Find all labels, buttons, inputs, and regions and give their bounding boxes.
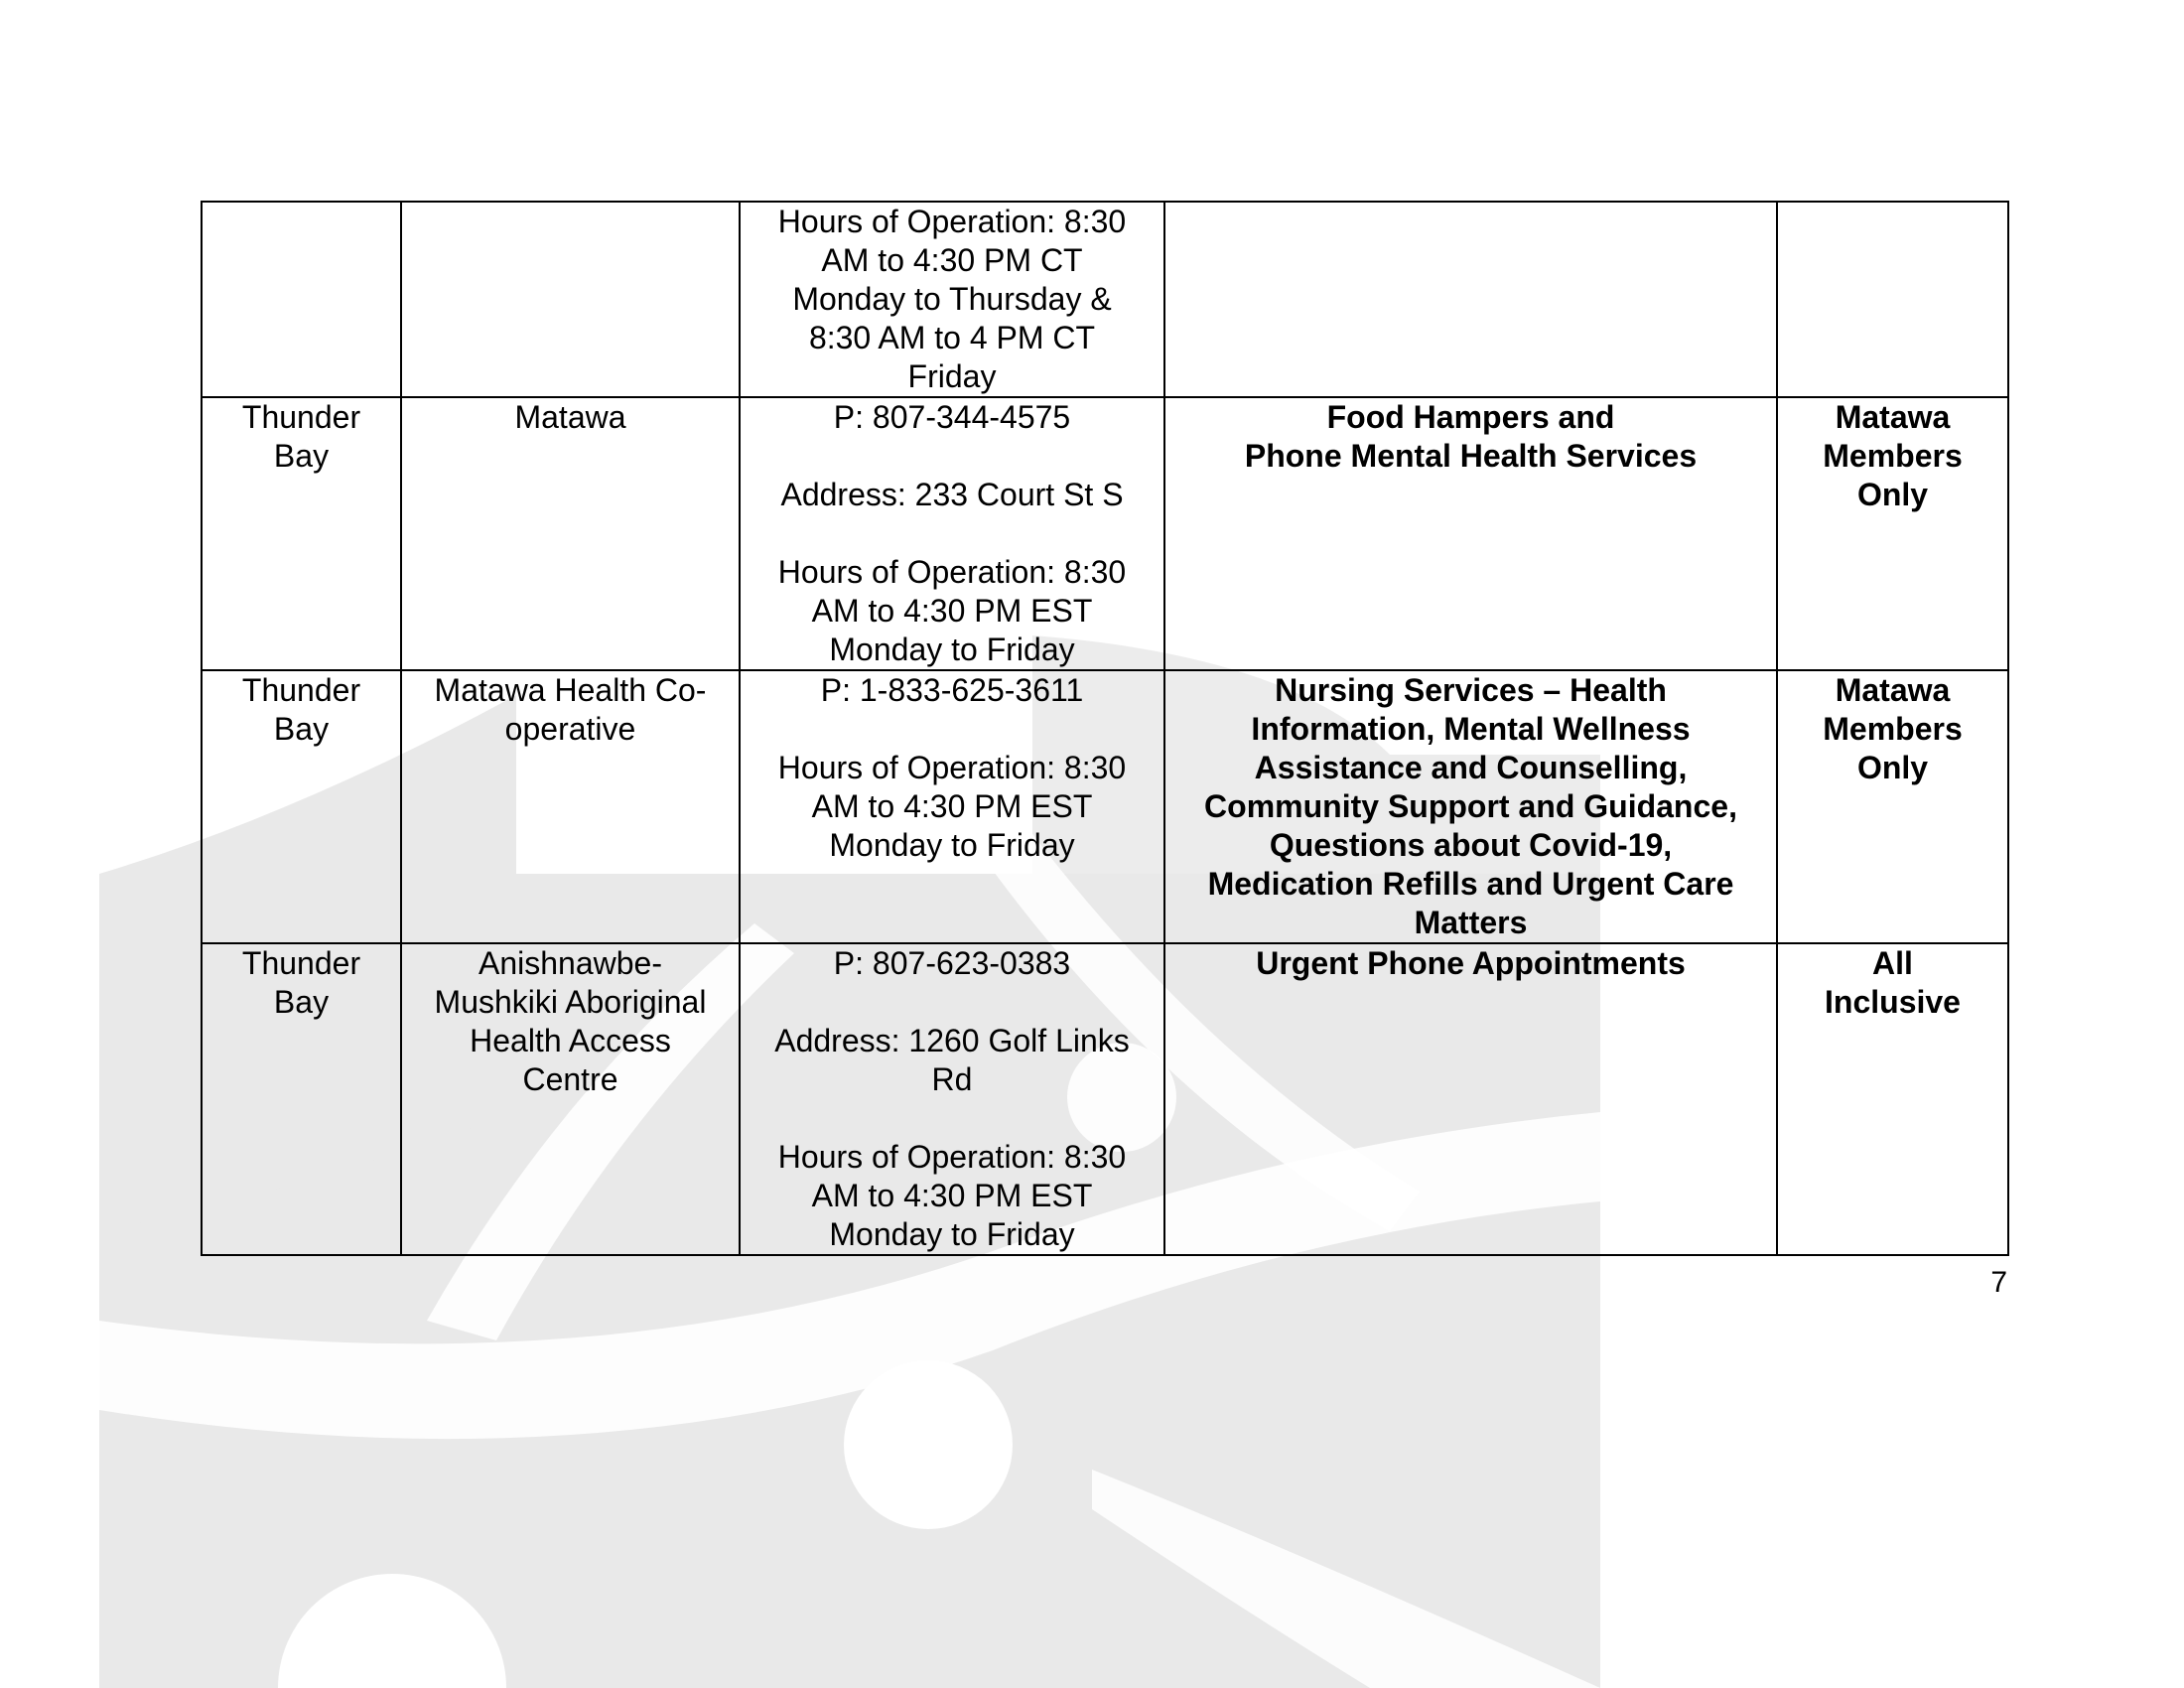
city-cell: Thunder Bay bbox=[202, 670, 401, 943]
services-cell: Nursing Services – Health Information, Mental Wellness Assistance and Counselling, Community Support and Guidance, Questions about Covid-19, Medication Refills and Urgent Care Matters bbox=[1164, 670, 1777, 943]
organization-cell bbox=[401, 202, 740, 397]
city-cell bbox=[202, 202, 401, 397]
services-cell: Urgent Phone Appointments bbox=[1164, 943, 1777, 1255]
table-row bbox=[202, 202, 2008, 397]
eligibility-cell: Matawa Members Only bbox=[1777, 670, 2008, 943]
organization-cell: Matawa Health Co- operative bbox=[401, 670, 740, 943]
contact-cell: P: 807-344-4575 Address: 233 Court St S Hours of Operation: 8:30 AM to 4:30 PM EST Monday to Friday bbox=[740, 397, 1164, 670]
resource-table bbox=[201, 201, 2009, 1256]
organization-cell: Anishnawbe- Mushkiki Aboriginal Health Access Centre bbox=[401, 943, 740, 1255]
eligibility-cell: All Inclusive bbox=[1777, 943, 2008, 1255]
city-cell: Thunder Bay bbox=[202, 943, 401, 1255]
table-row bbox=[202, 397, 2008, 670]
table-row bbox=[202, 670, 2008, 943]
contact-cell: P: 807-623-0383 Address: 1260 Golf Links Rd Hours of Operation: 8:30 AM to 4:30 PM EST Monday to Friday bbox=[740, 943, 1164, 1255]
table-row bbox=[202, 943, 2008, 1255]
organization-cell: Matawa bbox=[401, 397, 740, 670]
contact-cell: P: 1-833-625-3611 Hours of Operation: 8:30 AM to 4:30 PM EST Monday to Friday bbox=[740, 670, 1164, 943]
services-cell: Food Hampers and Phone Mental Health Services bbox=[1164, 397, 1777, 670]
city-cell: Thunder Bay bbox=[202, 397, 401, 670]
services-cell bbox=[1164, 202, 1777, 397]
eligibility-cell: Matawa Members Only bbox=[1777, 397, 2008, 670]
page-number: 7 bbox=[1990, 1266, 2007, 1299]
contact-cell: Hours of Operation: 8:30 AM to 4:30 PM CT Monday to Thursday & 8:30 AM to 4 PM CT Friday bbox=[740, 202, 1164, 397]
eligibility-cell bbox=[1777, 202, 2008, 397]
